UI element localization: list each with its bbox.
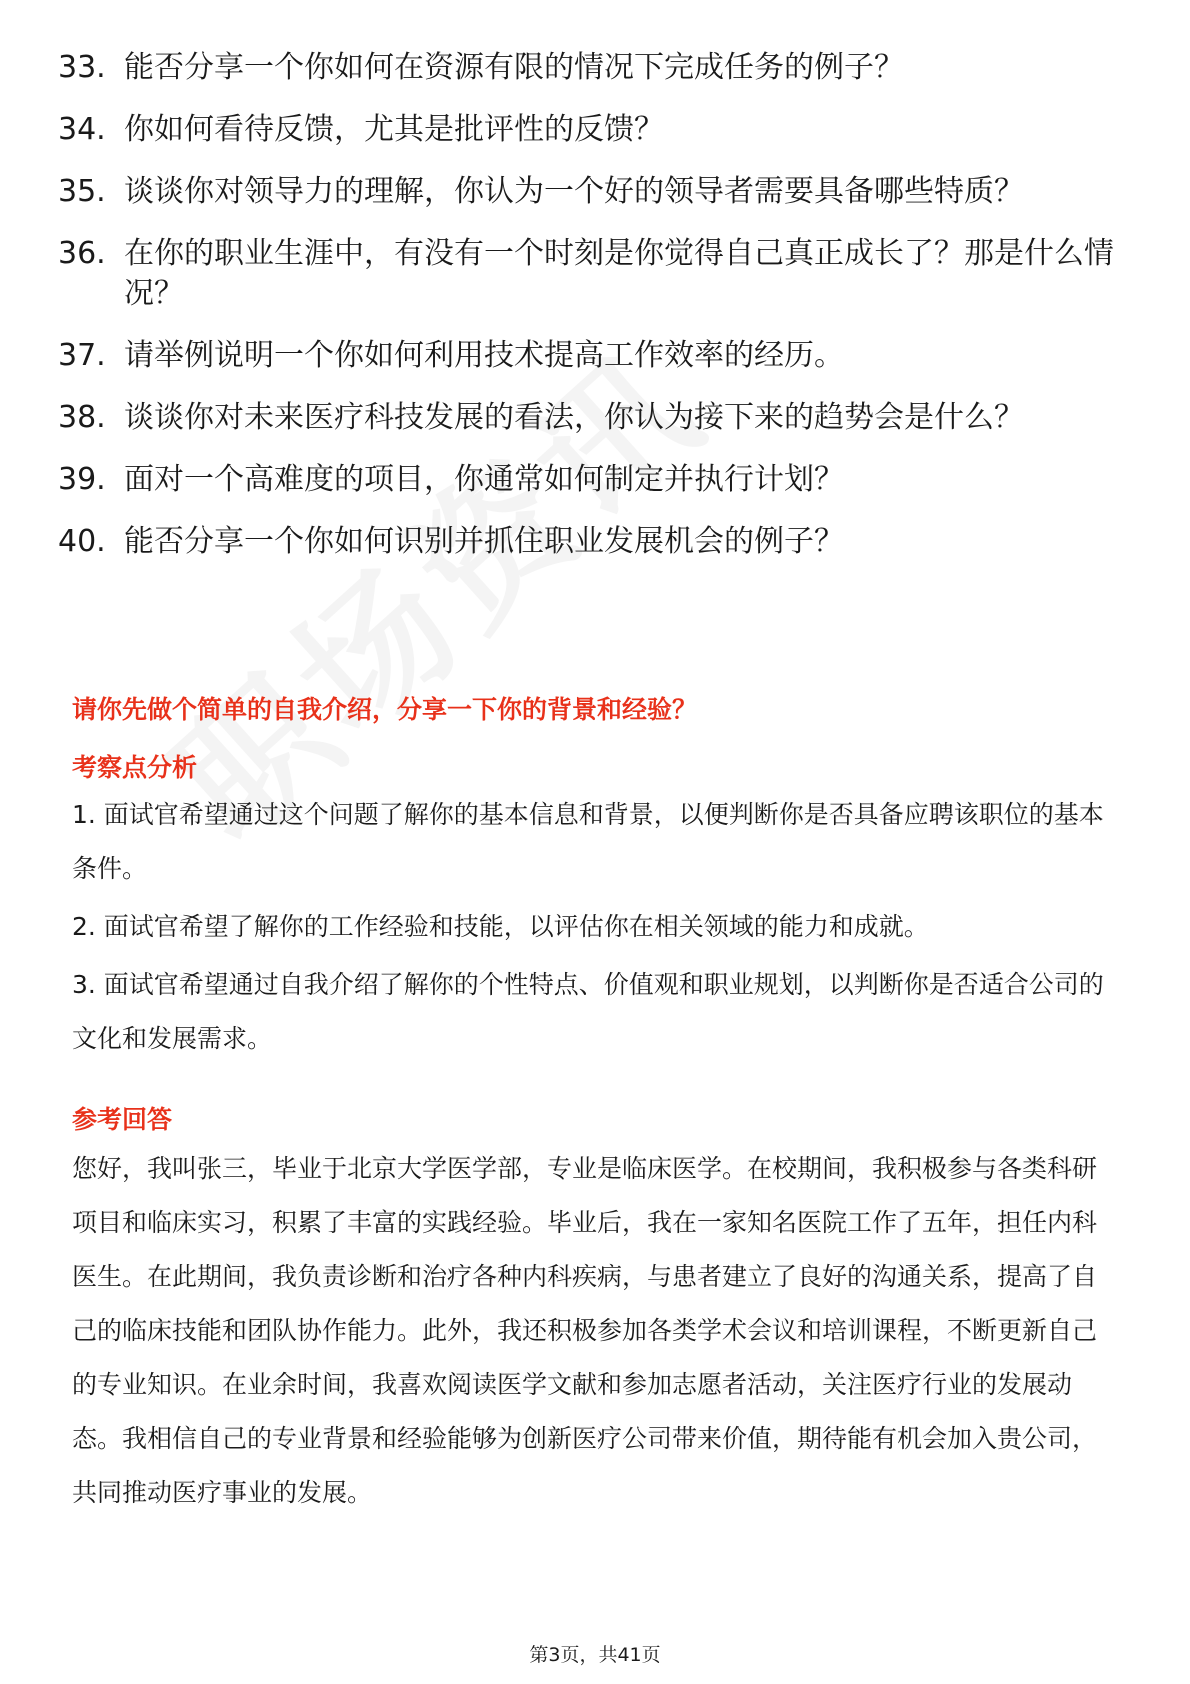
list-item [58,234,1118,314]
question-text: 谈谈你对未来医疗科技发展的看法，你认为接下来的趋势会是什么？ [124,400,1024,435]
question-number: 37. [58,338,106,373]
question-list [58,48,1118,584]
list-item [58,110,1118,150]
question-number: 33. [58,50,106,85]
page-number: 第3页，共41页 [529,1644,661,1666]
answer-paragraph: 您好，我叫张三，毕业于北京大学医学部，专业是临床医学。在校期间，我积极参与各类科研项目和临床实习，积累了丰富的实践经验。毕业后，我在一家知名医院工作了五年，担任内科医生。在此期间，我负责诊断和治疗各种内科疾病，与患者建立了良好的沟通关系，提高了自己的临床技能和团队协作能力。此外，我还积极参加各类学术会议和培训课程，不断更新自己的专业知识。在业余时间，我喜欢阅读医学文献和参加志愿者活动，关注医疗行业的发展动态。我相信自己的专业背景和经验能够为创新医疗公司带来价值，期待能有机会加入贵公司，共同推动医疗事业的发展。 [72,1154,1098,1507]
question-text: 你如何看待反馈，尤其是批评性的反馈？ [124,112,664,147]
list-item [58,398,1118,438]
question-text: 能否分享一个你如何在资源有限的情况下完成任务的例子？ [124,50,904,85]
question-number: 39. [58,462,106,497]
main-question-heading: 请你先做个简单的自我介绍，分享一下你的背景和经验？ [72,695,698,724]
list-item [58,460,1118,500]
question-number: 40. [58,524,106,559]
question-text: 面对一个高难度的项目，你通常如何制定并执行计划？ [124,462,844,497]
list-item [58,336,1118,376]
question-text: 谈谈你对领导力的理解，你认为一个好的领导者需要具备哪些特质？ [124,174,1024,209]
question-number: 35. [58,174,106,209]
list-item [58,48,1118,88]
question-text: 在你的职业生涯中，有没有一个时刻是你觉得自己真正成长了？那是什么情况？ [124,236,1114,311]
analysis-point: 3. 面试官希望通过自我介绍了解你的个性特点、价值观和职业规划，以判断你是否适合公司的文化和发展需求。 [72,970,1104,1053]
answer-heading: 参考回答 [72,1105,173,1134]
question-text: 请举例说明一个你如何利用技术提高工作效率的经历。 [124,338,844,373]
analysis-heading: 考察点分析 [72,753,198,782]
question-number: 38. [58,400,106,435]
question-text: 能否分享一个你如何识别并抓住职业发展机会的例子？ [124,524,844,559]
question-number: 34. [58,112,106,147]
analysis-point: 2. 面试官希望了解你的工作经验和技能，以评估你在相关领域的能力和成就。 [72,912,929,941]
question-number: 36. [58,236,106,271]
list-item [58,522,1118,562]
analysis-section [72,788,1118,1070]
list-item [58,172,1118,212]
analysis-point: 1. 面试官希望通过这个问题了解你的基本信息和背景，以便判断你是否具备应聘该职位的基本条件。 [72,800,1104,883]
